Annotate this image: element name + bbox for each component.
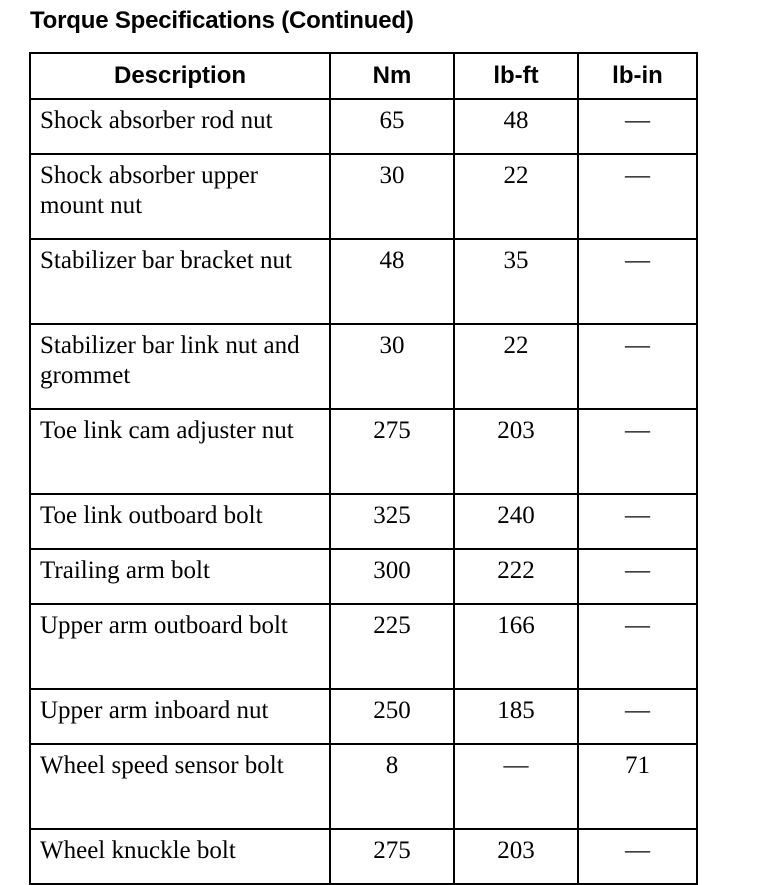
nm-cell: 250 (330, 689, 454, 744)
lbin-cell: — (578, 324, 697, 409)
page-title: Torque Specifications (Continued) (30, 7, 414, 34)
nm-cell: 225 (330, 604, 454, 689)
lbin-cell: — (578, 409, 697, 494)
column-header-lbin: lb-in (578, 53, 697, 99)
lbft-cell: 35 (454, 239, 578, 324)
lbft-cell: 203 (454, 409, 578, 494)
column-header-description: Description (30, 53, 330, 99)
lbft-cell: 22 (454, 324, 578, 409)
description-cell: Toe link outboard bolt (30, 494, 330, 549)
description-cell: Stabilizer bar link nut and grommet (30, 324, 330, 409)
description-cell: Stabilizer bar bracket nut (30, 239, 330, 324)
lbin-cell: — (578, 604, 697, 689)
lbin-cell: — (578, 99, 697, 154)
table-row (30, 409, 697, 494)
description-cell: Wheel speed sensor bolt (30, 744, 330, 829)
table-row (30, 689, 697, 744)
nm-cell: 275 (330, 409, 454, 494)
lbft-cell: — (454, 744, 578, 829)
table-row (30, 154, 697, 239)
lbft-cell: 222 (454, 549, 578, 604)
lbin-cell: — (578, 829, 697, 884)
nm-cell: 30 (330, 154, 454, 239)
table-header-row (30, 53, 697, 99)
description-cell: Upper arm outboard bolt (30, 604, 330, 689)
description-cell: Wheel knuckle bolt (30, 829, 330, 884)
nm-cell: 48 (330, 239, 454, 324)
lbft-cell: 203 (454, 829, 578, 884)
lbft-cell: 22 (454, 154, 578, 239)
table-row (30, 549, 697, 604)
lbft-cell: 48 (454, 99, 578, 154)
table-row (30, 604, 697, 689)
table-row (30, 324, 697, 409)
table-row (30, 829, 697, 884)
nm-cell: 325 (330, 494, 454, 549)
description-cell: Upper arm inboard nut (30, 689, 330, 744)
table-row (30, 239, 697, 324)
lbft-cell: 166 (454, 604, 578, 689)
column-header-lbft: lb-ft (454, 53, 578, 99)
description-cell: Shock absorber rod nut (30, 99, 330, 154)
table-row (30, 99, 697, 154)
description-cell: Toe link cam adjuster nut (30, 409, 330, 494)
description-cell: Shock absorber upper mount nut (30, 154, 330, 239)
torque-spec-table (29, 52, 698, 885)
nm-cell: 65 (330, 99, 454, 154)
table-row (30, 744, 697, 829)
table-row (30, 494, 697, 549)
lbin-cell: — (578, 689, 697, 744)
lbin-cell: — (578, 549, 697, 604)
nm-cell: 30 (330, 324, 454, 409)
nm-cell: 300 (330, 549, 454, 604)
lbin-cell: — (578, 494, 697, 549)
nm-cell: 275 (330, 829, 454, 884)
nm-cell: 8 (330, 744, 454, 829)
lbin-cell: — (578, 239, 697, 324)
lbin-cell: 71 (578, 744, 697, 829)
description-cell: Trailing arm bolt (30, 549, 330, 604)
lbft-cell: 185 (454, 689, 578, 744)
column-header-nm: Nm (330, 53, 454, 99)
lbin-cell: — (578, 154, 697, 239)
lbft-cell: 240 (454, 494, 578, 549)
